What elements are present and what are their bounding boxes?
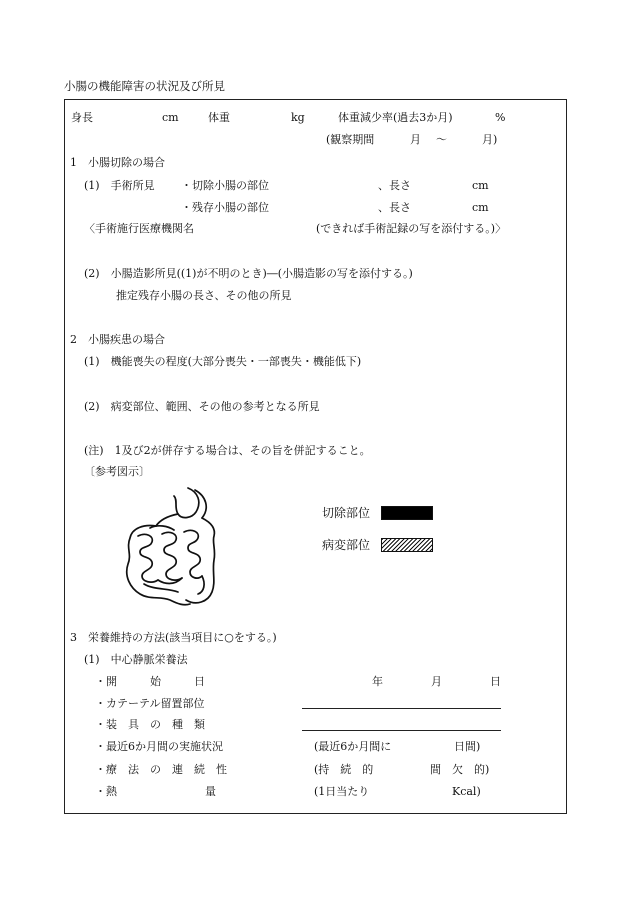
legend-lesion-label: 病変部位 [322,538,371,552]
start-month-label: 月 [431,675,442,688]
continuity-label: ・療 法 の 連 続 性 [95,763,227,776]
section2-heading: 2 小腸疾患の場合 [70,333,165,346]
legend-resected-label: 切除部位 [322,506,371,520]
section3-item1: (1) 中心静脈栄養法 [84,653,188,666]
calorie-value-open: (1日当たり [314,785,370,798]
continuity-option-intermittent: 間 欠 的) [430,763,490,776]
remaining-cm-unit: cm [472,201,489,214]
surgical-record-note: (できれば手術記録の写を添付する。)〉 [316,222,507,235]
weight-label: 体重 [208,111,230,124]
height-label: 身長 [71,111,93,124]
start-date-label: ・開 始 日 [95,675,205,688]
continuity-option-continuous: (持 続 的 [314,763,374,776]
section1-item1-label: (1) 手術所見 [84,179,155,192]
hospital-name-label: 〈手術施行医療機関名 [84,222,194,235]
section2-item1: (1) 機能喪失の程度(大部分喪失・一部喪失・機能低下) [84,355,362,368]
calorie-value-close: Kcal) [452,785,481,798]
section1-item2-sub: 推定残存小腸の長さ、その他の所見 [116,289,292,302]
calorie-label: ・熱 量 [95,785,216,798]
observation-month-start: 月 [410,133,421,146]
recent-status-value-close: 日間) [454,740,481,753]
catheter-site-field[interactable] [302,708,501,709]
resected-cm-unit: cm [472,179,489,192]
weight-loss-label: 体重減少率(過去3か月) [338,111,453,124]
observation-period-label: (観察期間 [326,133,375,146]
weight-loss-unit: % [495,111,506,124]
device-type-label: ・装 具 の 種 類 [95,718,205,731]
resected-site-label: ・切除小腸の部位 [181,179,269,192]
section3-heading: 3 栄養維持の方法(該当項目に○をする。) [70,631,277,644]
reference-figure-caption: 〔参考図示〕 [84,465,150,478]
legend-lesion-swatch [381,538,433,552]
coexist-note: (注) 1及び2が併存する場合は、その旨を併記すること。 [84,444,371,457]
remaining-length-label: 、長さ [378,201,411,214]
observation-tilde: 〜 [436,133,447,146]
small-intestine-illustration [118,484,230,612]
section1-heading: 1 小腸切除の場合 [70,156,165,169]
start-day-label: 日 [490,675,501,688]
resected-length-label: 、長さ [378,179,411,192]
observation-month-end: 月) [482,133,498,146]
catheter-site-label: ・カテーテル留置部位 [95,697,205,710]
weight-unit: kg [291,111,305,124]
recent-status-label: ・最近6か月間の実施状況 [95,740,223,753]
legend-resected-swatch [381,506,433,520]
form-title: 小腸の機能障害の状況及び所見 [64,79,225,93]
section2-item2: (2) 病変部位、範囲、その他の参考となる所見 [84,400,320,413]
remaining-site-label: ・残存小腸の部位 [181,201,269,214]
height-unit: cm [162,111,179,124]
start-year-label: 年 [372,675,383,688]
device-type-field[interactable] [302,730,501,731]
section1-item2-label: (2) 小腸造影所見((1)が不明のとき)―(小腸造影の写を添付する。) [84,267,413,280]
recent-status-value-open: (最近6か月間に [314,740,392,753]
